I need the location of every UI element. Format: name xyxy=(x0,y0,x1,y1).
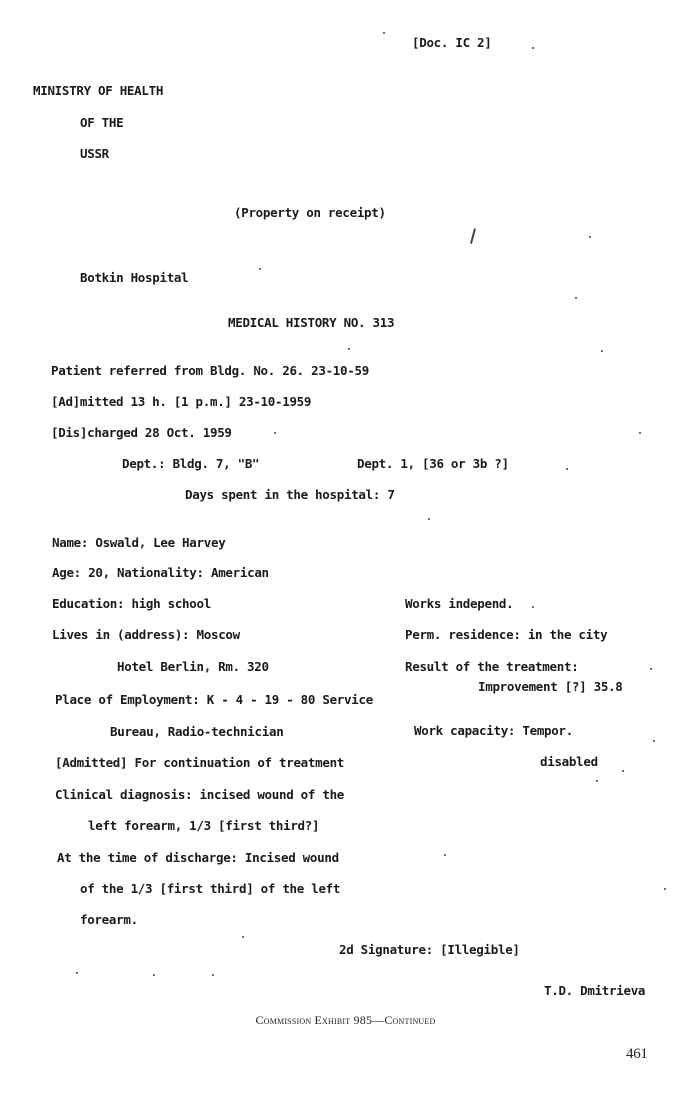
scan-speck xyxy=(664,888,666,890)
clinical-diagnosis-line-2: left forearm, 1/3 [first third?] xyxy=(88,818,320,833)
signatory-name: T.D. Dmitrieva xyxy=(544,983,646,998)
medical-history-title: MEDICAL HISTORY NO. 313 xyxy=(228,315,395,330)
work-capacity-line-2: disabled xyxy=(540,754,598,769)
scan-speck xyxy=(589,236,591,238)
discharge-diagnosis-line-3: forearm. xyxy=(80,912,138,927)
patient-name: Name: Oswald, Lee Harvey xyxy=(52,535,226,550)
place-of-employment: Place of Employment: K - 4 - 19 - 80 Service xyxy=(55,692,373,707)
scan-speck xyxy=(428,518,430,520)
ministry-line-1: MINISTRY OF HEALTH xyxy=(33,83,164,98)
property-note: (Property on receipt) xyxy=(234,205,386,220)
scan-speck xyxy=(653,740,655,742)
scan-speck xyxy=(274,432,276,434)
scan-speck xyxy=(622,770,624,772)
scan-speck xyxy=(76,972,78,974)
perm-residence: Perm. residence: in the city xyxy=(405,627,608,642)
page-number: 461 xyxy=(626,1046,648,1062)
discharge-diagnosis: At the time of discharge: Incised wound xyxy=(57,850,339,865)
patient-address: Lives in (address): Moscow xyxy=(52,627,240,642)
discharge-diagnosis-line-2: of the 1/3 [first third] of the left xyxy=(80,881,341,896)
scan-speck xyxy=(383,32,385,34)
doc-reference: [Doc. IC 2] xyxy=(412,35,492,50)
admitted-for: [Admitted] For continuation of treatment xyxy=(55,755,345,770)
employment-line-2: Bureau, Radio-technician xyxy=(110,724,284,739)
treatment-result-value: Improvement [?] 35.8 xyxy=(478,679,623,694)
dept-bldg: Dept.: Bldg. 7, "B" xyxy=(122,456,260,471)
discharged-line: [Dis]charged 28 Oct. 1959 xyxy=(51,425,232,440)
dept-number: Dept. 1, [36 or 3b ?] xyxy=(357,456,509,471)
admitted-line: [Ad]mitted 13 h. [1 p.m.] 23-10-1959 xyxy=(51,394,312,409)
scan-speck xyxy=(532,47,534,49)
scan-speck xyxy=(470,228,476,244)
patient-age-nationality: Age: 20, Nationality: American xyxy=(52,565,269,580)
scan-speck xyxy=(601,350,603,352)
scan-speck xyxy=(212,974,214,976)
works-status: Works independ. xyxy=(405,596,514,611)
referred-line: Patient referred from Bldg. No. 26. 23-10-59 xyxy=(51,363,369,378)
work-capacity: Work capacity: Tempor. xyxy=(414,723,573,738)
scan-speck xyxy=(575,297,577,299)
exhibit-caption: Commission Exhibit 985—Continued xyxy=(255,1013,436,1027)
ministry-line-2: OF THE xyxy=(80,115,124,130)
patient-address-line-2: Hotel Berlin, Rm. 320 xyxy=(117,659,269,674)
scan-speck xyxy=(650,668,652,670)
days-spent: Days spent in the hospital: 7 xyxy=(185,487,395,502)
scan-speck xyxy=(639,432,641,434)
scan-speck xyxy=(444,854,446,856)
hospital-name: Botkin Hospital xyxy=(80,270,189,285)
patient-education: Education: high school xyxy=(52,596,211,611)
scan-speck xyxy=(242,936,244,938)
second-signature: 2d Signature: [Illegible] xyxy=(339,942,520,957)
treatment-result-label: Result of the treatment: xyxy=(405,659,579,674)
clinical-diagnosis: Clinical diagnosis: incised wound of the xyxy=(55,787,345,802)
scan-speck xyxy=(348,348,350,350)
scan-speck xyxy=(532,606,534,608)
scan-speck xyxy=(596,780,598,782)
scan-speck xyxy=(153,974,155,976)
ministry-line-3: USSR xyxy=(80,146,109,161)
scan-speck xyxy=(566,468,568,470)
scan-speck xyxy=(259,268,261,270)
